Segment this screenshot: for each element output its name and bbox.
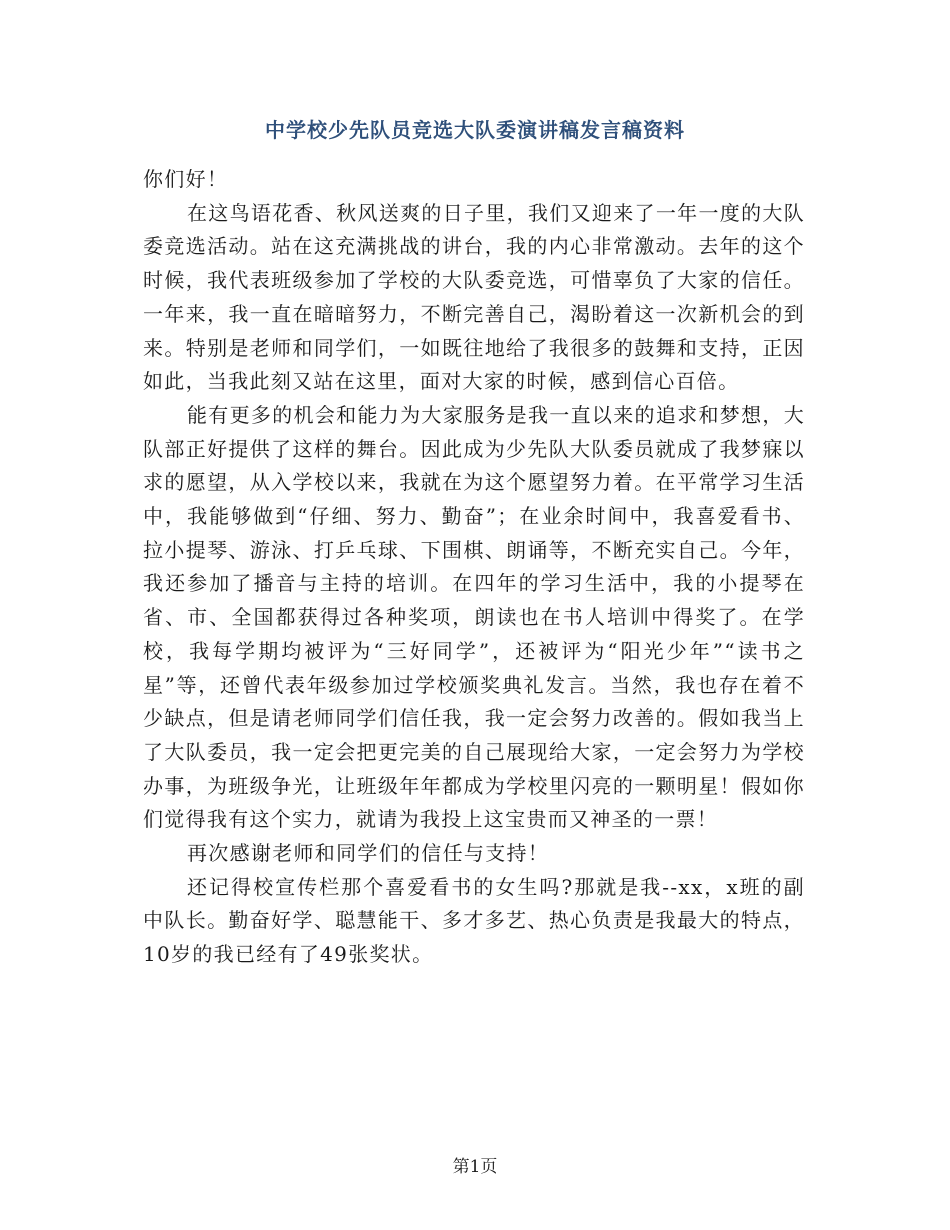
document-body (143, 163, 805, 972)
greeting: 你们好！ (143, 167, 229, 191)
paragraph: 能有更多的机会和能力为大家服务是我一直以来的追求和梦想，大队部正好提供了这样的舞台。因此成为少先队大队委员就成了我梦寐以求的愿望，从入学校以来，我就在为这个愿望努力着。在平常学习生活中，我能够做到“仔细、努力、勤奋”；在业余时间中，我喜爱看书、拉小提琴、游泳、打乒乓球、下围棋、朗诵等，不断充实自己。今年，我还参加了播音与主持的培训。在四年的学习生活中，我的小提琴在省、市、全国都获得过各种奖项，朗读也在书人培训中得奖了。在学校，我每学期均被评为“三好同学”，还被评为“阳光少年”“读书之星”等，还曾代表年级参加过学校颁奖典礼发言。当然，我也存在着不少缺点，但是请老师同学们信任我，我一定会努力改善的。假如我当上了大队委员，我一定会把更完美的自己展现给大家，一定会努力为学校办事，为班级争光，让班级年年都成为学校里闪亮的一颗明星！假如你们觉得我有这个实力，就请为我投上这宝贵而又神圣的一票！ (143, 402, 805, 832)
paragraph: 还记得校宣传栏那个喜爱看书的女生吗?那就是我--xx，x班的副中队长。勤奋好学、聪慧能干、多才多艺、热心负责是我最大的特点，10岁的我已经有了49张奖状。 (143, 874, 805, 967)
paragraph: 再次感谢老师和同学们的信任与支持！ (187, 841, 550, 866)
page-number: 第1页 (452, 1157, 498, 1177)
document-title: 中学校少先队员竞选大队委演讲稿发言稿资料 (265, 118, 685, 142)
paragraph: 在这鸟语花香、秋风送爽的日子里，我们又迎来了一年一度的大队委竞选活动。站在这充满挑战的讲台，我的内心非常激动。去年的这个时候，我代表班级参加了学校的大队委竞选，可惜辜负了大家的信任。一年来，我一直在暗暗努力，不断完善自己，渴盼着这一次新机会的到来。特别是老师和同学们，一如既往地给了我很多的鼓舞和支持，正因如此，当我此刻又站在这里，面对大家的时候，感到信心百倍。 (143, 200, 805, 394)
